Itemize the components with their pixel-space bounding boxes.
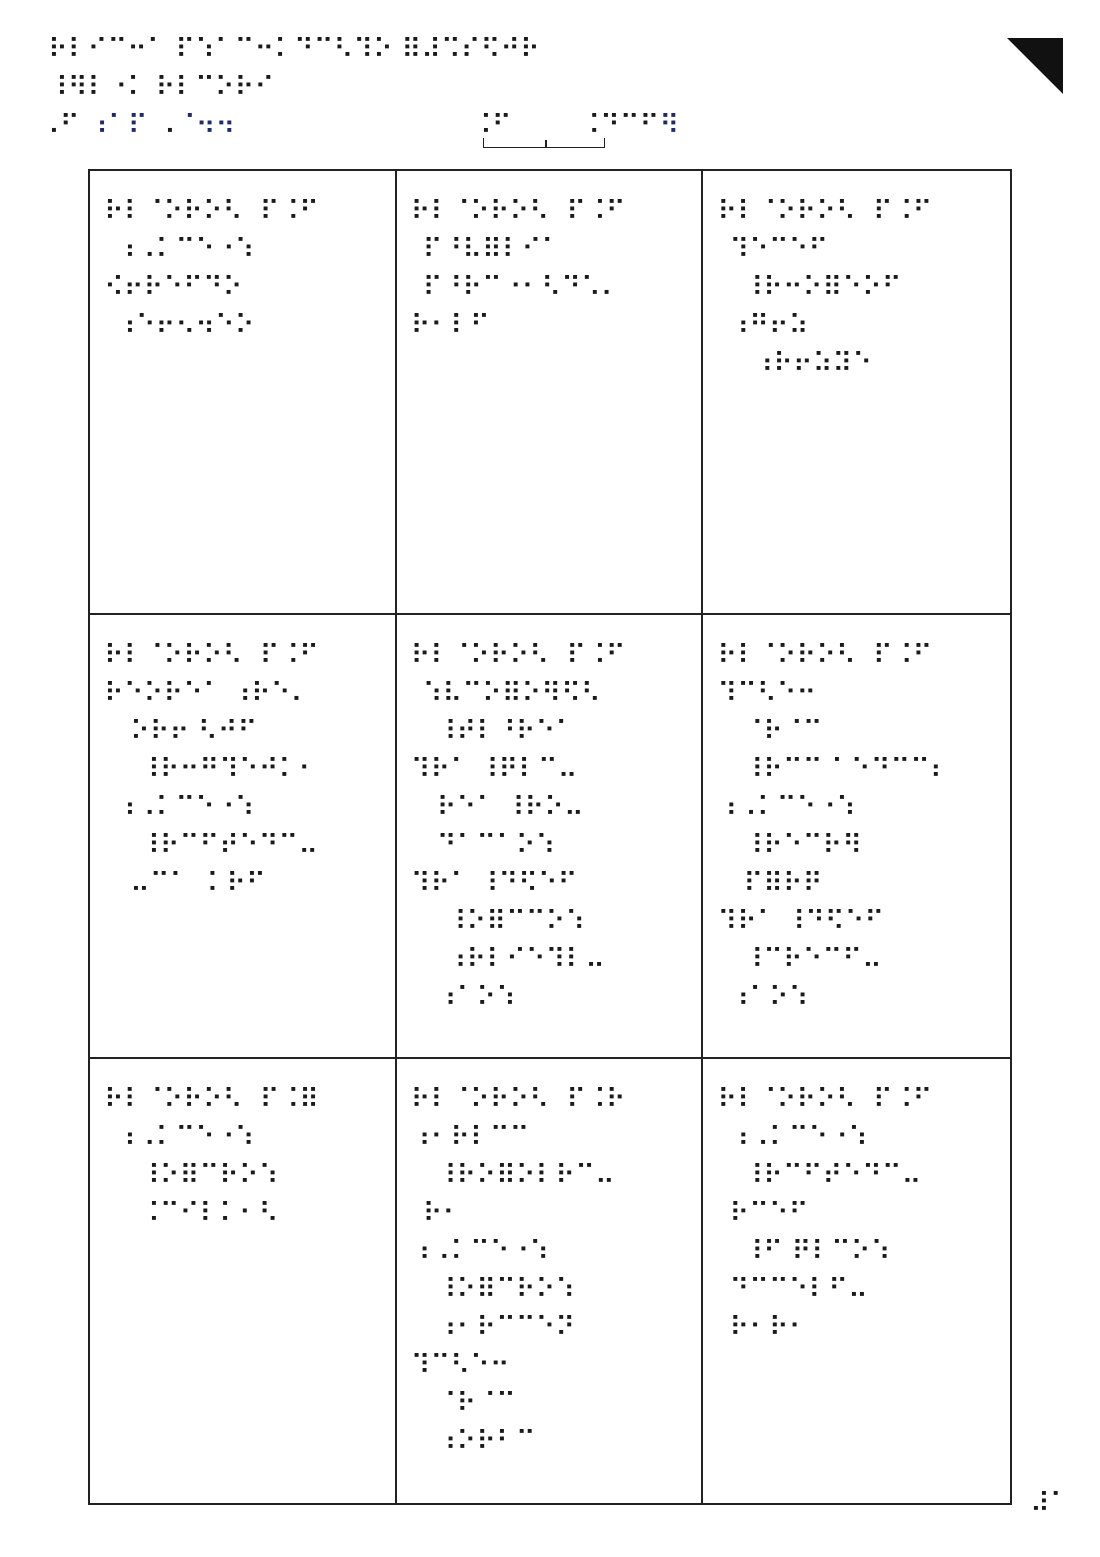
header-subtitle-accent-2: ⠈⠲⠲ [175, 110, 236, 141]
cell-text-line: ⠸⠗⠕⠿⠕⠇⠗⠉⠤ [436, 1160, 615, 1191]
cell-text-line: ⠨⠉⠊⠇⠅⠂⠣ [140, 1198, 279, 1229]
page-corner-mark [1007, 38, 1063, 94]
grid-cell-4 [90, 615, 397, 1059]
braille-grid [88, 169, 1012, 1505]
cell-text-line: ⠰⠠⠅⠉⠑⠐⠱ [116, 1122, 255, 1153]
cell-text-line: ⠸⠗⠉⠉ ⠁⠑⠙⠉⠉⠆ [743, 754, 950, 785]
header-key-left: ⠨⠋ [472, 110, 512, 141]
cell-text-line: ⠸⠗⠉⠋⠞⠑⠙⠉⠤ [743, 1160, 922, 1191]
cell-text-line: ⠸⠗⠑⠉⠗⠻ [743, 830, 862, 861]
cell-text-line: ⠰⠑⠖⠢⠲⠑⠕ [116, 310, 255, 341]
cell-text-line: ⠙⠁⠉⠁⠕⠱ [436, 830, 556, 861]
cell-text-line: ⠰⠛⠖⠵ [729, 310, 809, 341]
cell-text-line: ⠰⠗⠖⠵⠽⠑ [753, 348, 872, 379]
header-key-bracket-tick [545, 140, 547, 148]
grid-cell-9 [703, 1059, 1010, 1503]
grid-cell-2 [397, 171, 704, 615]
grid-cell-6 [703, 615, 1010, 1059]
cell-text-line: ⠈⠗⠈⠉ [743, 716, 823, 747]
cell-text-line: ⠗⠇⠈⠕⠗⠕⠣ ⠏⠨⠋ [410, 196, 626, 227]
cell-text-line: ⠗⠇⠈⠕⠗⠕⠣ ⠏⠨⠋ [717, 1084, 933, 1115]
grid-cell-1 [90, 171, 397, 615]
cell-text-line: ⠗⠉⠑⠋ [729, 1198, 809, 1229]
header-subtitle-mid: ⠠ [147, 110, 176, 141]
cell-text-line: ⠰⠠⠅⠉⠑⠐⠱ [116, 792, 255, 823]
header-key [472, 112, 679, 139]
grid-cell-5 [397, 615, 704, 1059]
cell-text-line: ⠹⠗⠁ ⠸⠙⠫⠑⠋ [717, 906, 885, 937]
cell-text-line: ⠕⠗⠖ ⠣⠚⠋ [130, 716, 258, 747]
cell-text-line: ⠗⠇⠈⠕⠗⠕⠣ ⠏⠨⠋ [410, 640, 626, 671]
cell-text-line: ⠸⠉⠗⠑⠉⠋⠤ [743, 944, 882, 975]
cell-text-line: ⠗⠇⠈⠕⠗⠕⠣ ⠏⠨⠗ [410, 1084, 626, 1115]
grid-cell-3 [703, 171, 1010, 615]
cell-text-line: ⠰⠠⠅⠉⠑⠐⠱ [410, 1236, 550, 1267]
cell-text-line: ⠰⠗⠇⠊⠑⠹⠇⠤ [446, 944, 605, 975]
cell-text-line: ⠸⠋ ⠟⠇⠉⠕⠱ [743, 1236, 891, 1267]
header-subtitle-accent-1: ⠰⠁⠏ [88, 110, 148, 141]
cell-text-line: ⠤⠉⠁ ⠅⠗⠋ [130, 868, 266, 899]
cell-text-line: ⠰⠕⠗⠃⠉ [436, 1426, 536, 1457]
cell-text-line: ⠈⠗⠈⠉ [436, 1388, 516, 1419]
cell-text-line: ⠪⠖⠗⠑⠋⠙⠕ [104, 272, 243, 303]
cell-text-line: ⠗⠇⠈⠕⠗⠕⠣ ⠏⠨⠋ [717, 640, 933, 671]
cell-text-line: ⠗⠂⠇⠋ [410, 310, 490, 341]
cell-text-line: ⠰⠁⠕⠱ [436, 982, 516, 1013]
header-key-bracket [483, 138, 605, 148]
header-subtitle-prefix: ⠠⠋ [40, 110, 89, 141]
cell-text-line: ⠗⠂ [422, 1198, 463, 1229]
cell-text-line: ⠸⠞⠇⠘⠗⠑⠁ [436, 716, 576, 747]
cell-text-line: ⠗⠇⠈⠕⠗⠕⠣ ⠏⠨⠋ [104, 196, 319, 227]
cell-text-line: ⠗⠇⠈⠕⠗⠕⠣ ⠏⠨⠋ [104, 640, 319, 671]
cell-text-line: ⠰⠠⠅⠉⠑⠐⠱ [729, 1122, 868, 1153]
page-number: ⠼⠁ [1030, 1488, 1070, 1519]
grid-cell-7 [90, 1059, 397, 1503]
cell-text-line: ⠸⠗⠒⠛⠹⠑⠚⠅⠂ [140, 754, 318, 785]
cell-text-line: ⠰⠂⠗⠉⠉⠑⠝ [436, 1312, 576, 1343]
cell-text-line: ⠹⠗⠁ ⠸⠟⠇⠉⠤ [410, 754, 578, 785]
header-title-line-1: ⠗⠇⠊⠉⠒⠁ ⠏⠱⠁⠉⠒⠅⠙⠉⠣⠹⠕ ⠿⠼⠩⠎⠫⠚⠗ [48, 34, 540, 65]
cell-text-line: ⠹⠑⠉⠑⠋ [729, 234, 829, 265]
cell-text-line: ⠸⠕⠿⠉⠉⠕⠱ [446, 906, 586, 937]
cell-text-line: ⠏⠘⠧⠿⠇⠊⠁ [422, 234, 562, 265]
grid-cell-8 [397, 1059, 704, 1503]
cell-text-line: ⠏⠿⠗⠟ [743, 868, 823, 899]
cell-text-line: ⠸⠕⠿⠉⠗⠕⠱ [140, 1160, 279, 1191]
cell-text-line: ⠰⠂⠗⠇⠉⠉ [410, 1122, 530, 1153]
cell-text-line: ⠸⠗⠉⠋⠞⠑⠙⠉⠤ [140, 830, 318, 861]
cell-text-line: ⠱⠧⠉⠕⠿⠕⠻⠫⠣ [422, 678, 601, 709]
cell-text-line: ⠹⠉⠣⠑⠒ [717, 678, 817, 709]
cell-text-line: ⠰⠠⠅⠉⠑⠐⠱ [717, 792, 856, 823]
cell-text-line: ⠹⠉⠣⠑⠒ [410, 1350, 510, 1381]
cell-text-line: ⠹⠗⠁ ⠸⠙⠫⠑⠋ [410, 868, 578, 899]
cell-text-line: ⠗⠇⠈⠕⠗⠕⠣ ⠏⠨⠿ [104, 1084, 319, 1115]
header-title-line-2: ⠸⠻⠇⠐⠅ ⠗⠇⠉⠕⠗⠊ [48, 72, 275, 103]
header-key-gap [512, 110, 581, 141]
header-subtitle-line [40, 112, 235, 139]
header-key-right-accent: ⠻ [659, 110, 680, 141]
cell-text-line: ⠸⠕⠿⠉⠗⠕⠱ [436, 1274, 576, 1305]
page-header [40, 30, 1020, 170]
cell-text-line: ⠗⠂⠗⠂ [729, 1312, 809, 1343]
cell-text-line: ⠸⠗⠒⠕⠿⠑⠕⠋ [743, 272, 902, 303]
cell-text-line: ⠗⠑⠕⠗⠑⠁ ⠰⠗⠑⠄ [104, 678, 311, 709]
cell-text-line: ⠏⠘⠗⠉⠐⠂⠣⠙⠡⠄ [422, 272, 621, 303]
cell-text-line: ⠙⠉⠉⠑⠇⠋⠤ [729, 1274, 868, 1305]
cell-text-line: ⠗⠇⠈⠕⠗⠕⠣ ⠏⠨⠋ [717, 196, 933, 227]
cell-text-line: ⠰⠠⠅⠉⠑⠐⠱ [116, 234, 255, 265]
cell-text-line: ⠰⠁⠕⠱ [729, 982, 809, 1013]
cell-text-line: ⠗⠑⠁ ⠸⠗⠕⠤ [436, 792, 584, 823]
header-key-right: ⠨⠙⠉⠋ [580, 110, 660, 141]
